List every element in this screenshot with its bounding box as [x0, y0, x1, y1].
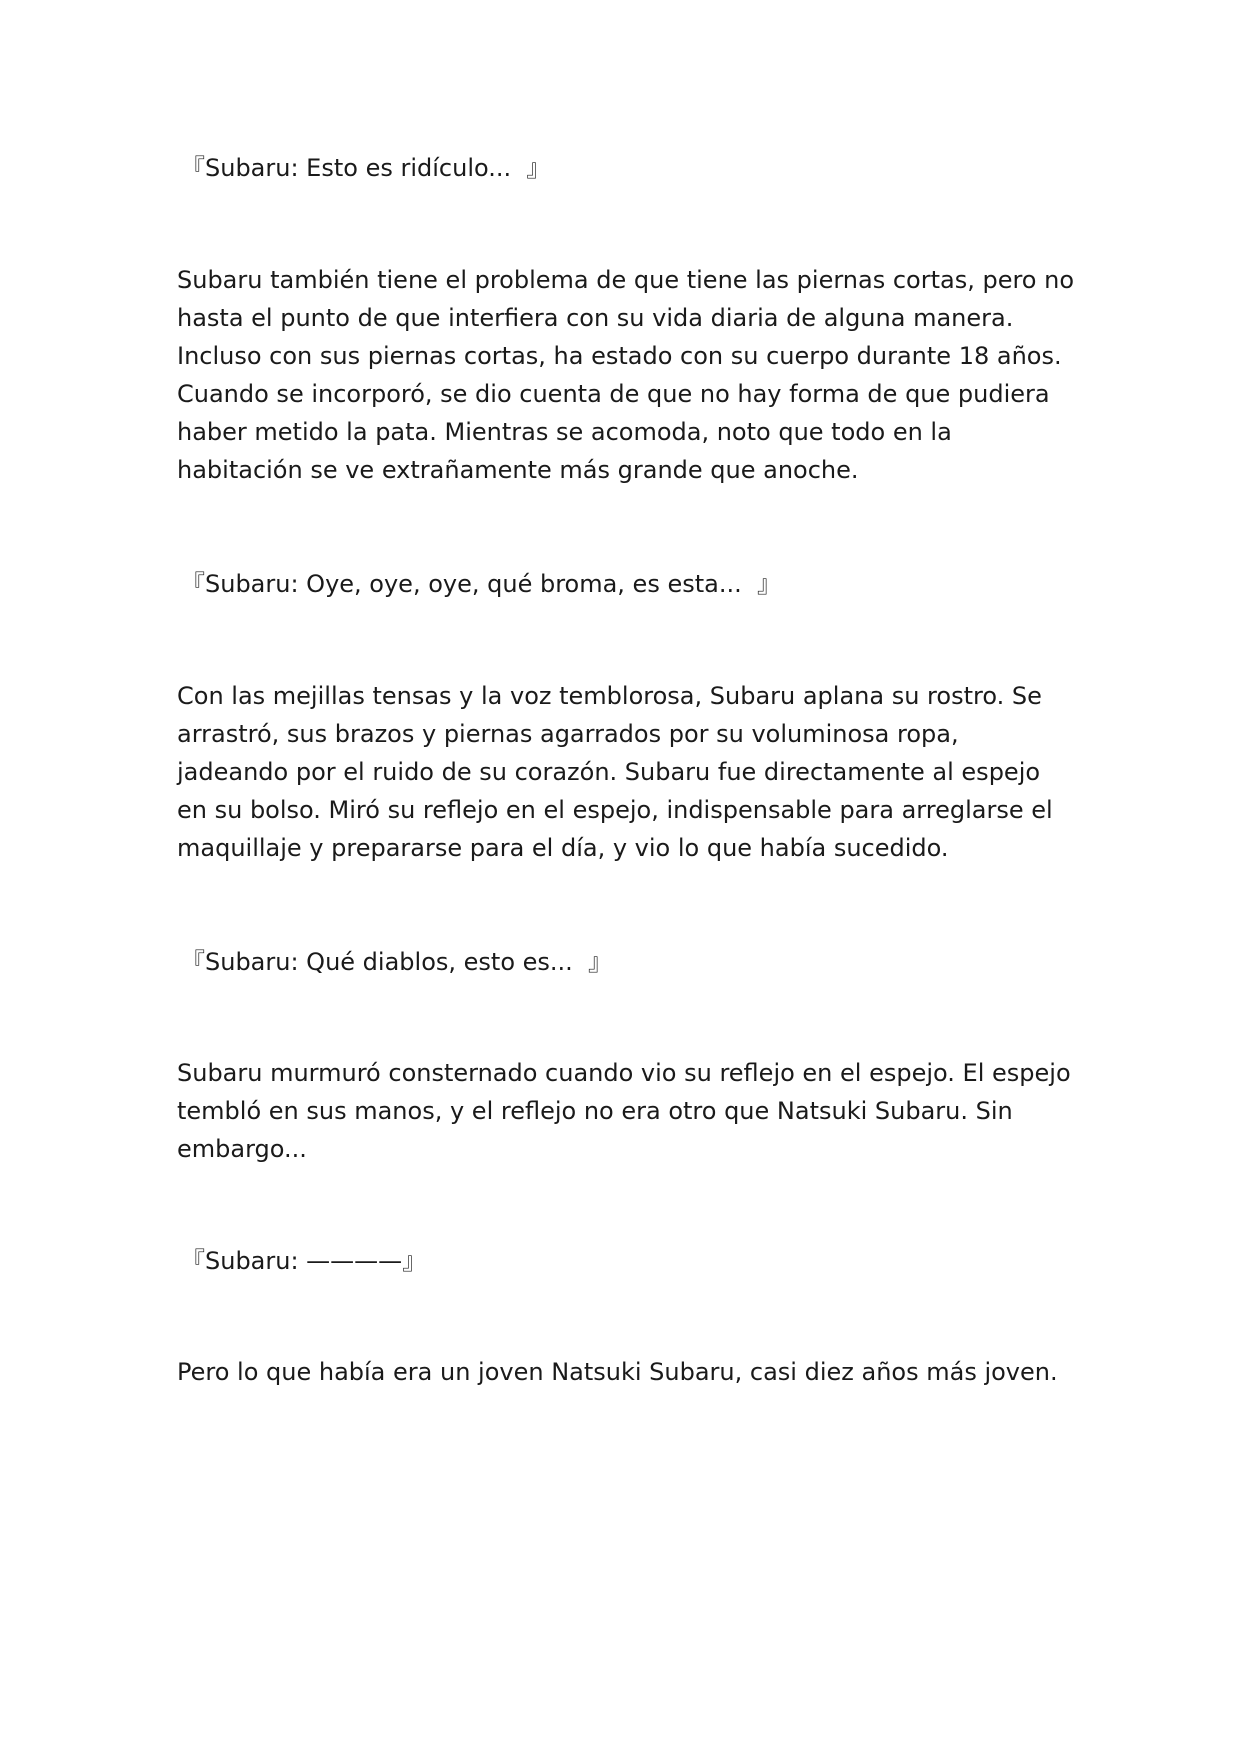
dialogue-line: [181, 1242, 426, 1280]
dialogue-text: Subaru: Oye, oye, oye, qué broma, es esta...: [205, 570, 757, 598]
open-bracket: 『: [181, 570, 205, 598]
paragraph: Con las mejillas tensas y la voz temblorosa, Subaru aplana su rostro. Se arrastró, sus brazos y piernas agarrados por su voluminosa ropa, jadeando por el ruido de su corazón. Subaru fue directamente al espejo en su bolso. Miró su reflejo en el espejo, indispensable para arreglarse el maquillaje y prepararse para el día, y vio lo que había sucedido.: [177, 682, 1061, 862]
paragraph: Subaru murmuró consternado cuando vio su reflejo en el espejo. El espejo tembló en sus manos, y el reflejo no era otro que Natsuki Subaru. Sin embargo...: [177, 1059, 1079, 1163]
paragraph: Pero lo que había era un joven Natsuki Subaru, casi diez años más joven.: [177, 1358, 1058, 1386]
dialogue-line: [181, 149, 550, 187]
open-bracket: 『: [181, 154, 205, 182]
dialogue-text: Subaru: Qué diablos, esto es...: [205, 948, 589, 976]
open-bracket: 『: [181, 1247, 205, 1275]
dialogue-text: Subaru: Esto es ridículo...: [205, 154, 527, 182]
dialogue-line: [181, 565, 781, 603]
paragraph: Subaru también tiene el problema de que tiene las piernas cortas, pero no hasta el punto de que interfiera con su vida diaria de alguna manera. Incluso con sus piernas cortas, ha estado con su cuerpo durante 18 años. Cuando se incorporó, se dio cuenta de que no hay forma de que pudiera haber metido la pata. Mientras se acomoda, noto que todo en la habitación se ve extrañamente más grande que anoche.: [177, 266, 1082, 484]
open-bracket: 『: [181, 948, 205, 976]
close-bracket: 』: [757, 570, 781, 598]
dialogue-text: Subaru: ————: [205, 1247, 403, 1275]
close-bracket: 』: [526, 154, 551, 182]
close-bracket: 』: [588, 948, 613, 976]
dialogue-line: [181, 943, 612, 981]
close-bracket: 』: [402, 1247, 427, 1275]
